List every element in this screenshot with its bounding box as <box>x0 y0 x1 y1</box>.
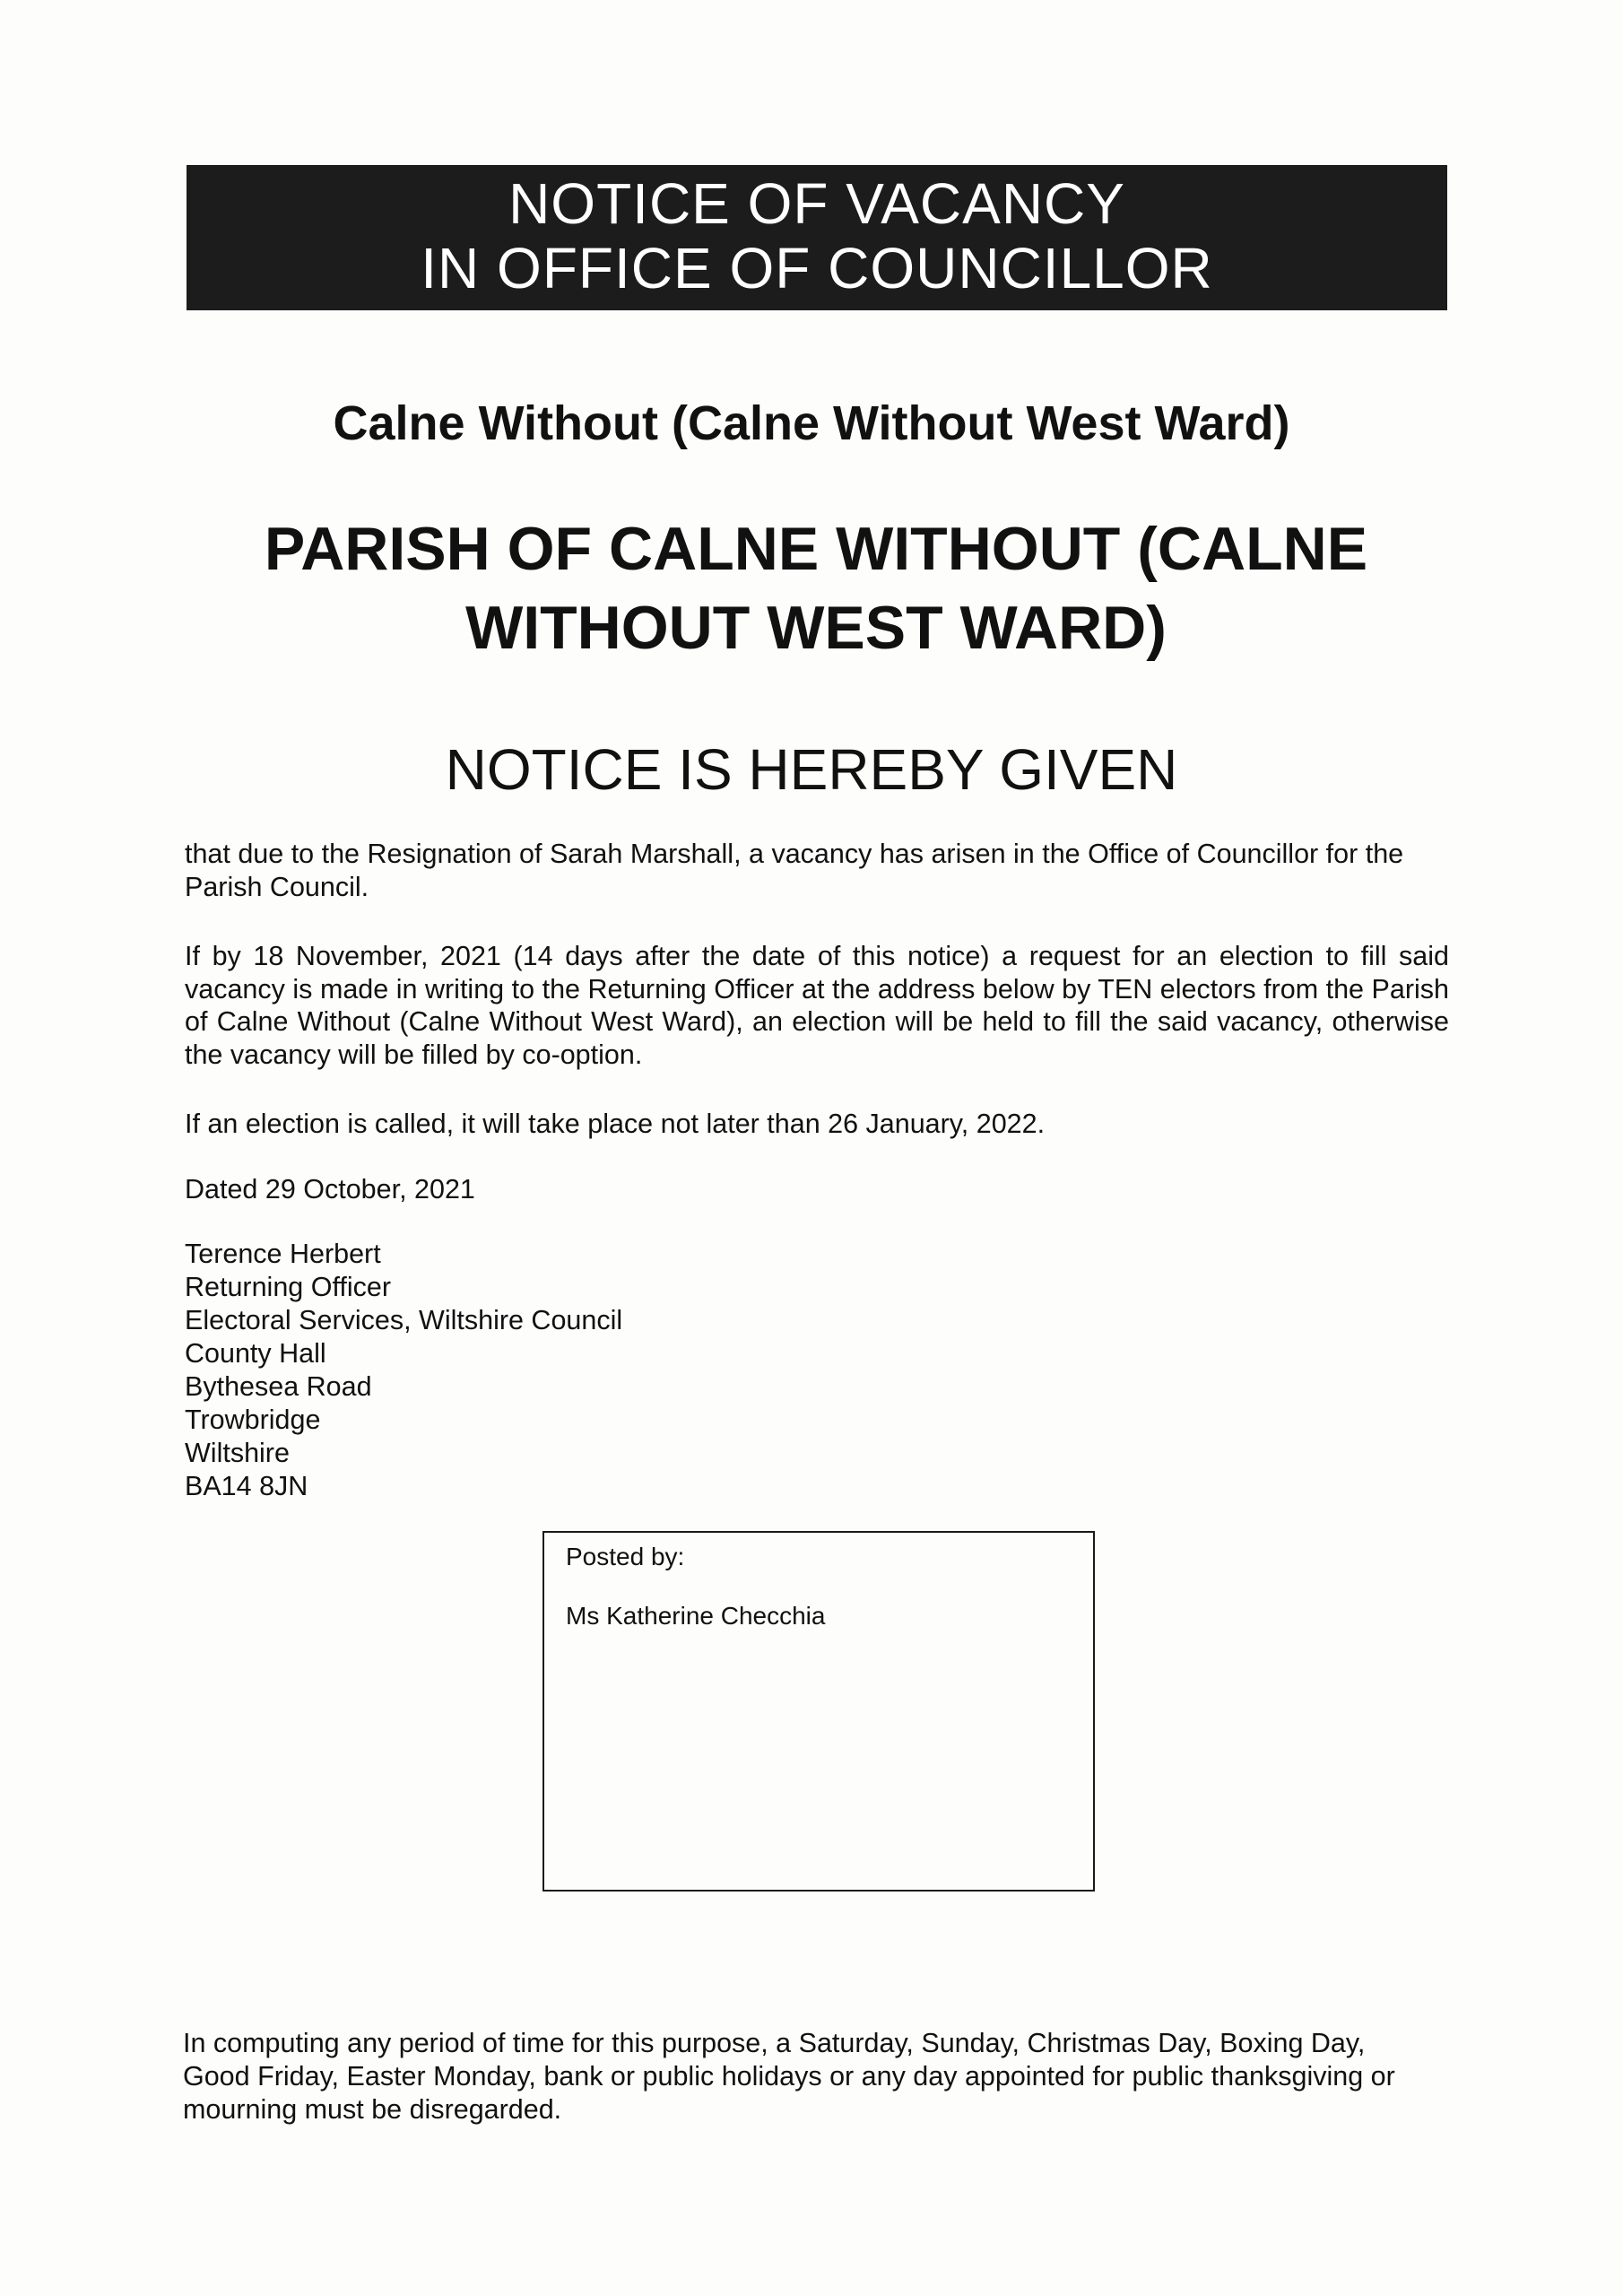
notice-hereby-heading: NOTICE IS HEREBY GIVEN <box>445 737 1178 802</box>
posted-by-name: Ms Katherine Checchia <box>566 1602 826 1630</box>
address-line: Wiltshire <box>185 1438 290 1468</box>
election-date-paragraph: If an election is called, it will take place not later than 26 January, 2022. <box>185 1109 1046 1139</box>
address-line: Trowbridge <box>185 1405 321 1435</box>
banner-line-1: NOTICE OF VACANCY <box>508 171 1125 236</box>
ward-subtitle: Calne Without (Calne Without West Ward) <box>333 396 1290 450</box>
address-line: BA14 8JN <box>185 1471 308 1501</box>
notice-title-banner <box>187 165 1447 310</box>
posted-by-box <box>542 1531 1095 1892</box>
parish-heading <box>179 509 1453 667</box>
banner-line-2: IN OFFICE OF COUNCILLOR <box>421 236 1213 300</box>
address-line: County Hall <box>185 1338 326 1369</box>
vacancy-paragraph: that due to the Resignation of Sarah Marshall, a vacancy has arisen in the Office of Councillor for the Parish Council. <box>185 839 1404 902</box>
election-request-paragraph: If by 18 November, 2021 (14 days after the date of this notice) a request for an election to fill said vacancy is made in writing to the Returning Officer at the address below by TEN electors from the Parish of Calne Without (Calne Without West Ward), an election will be held to fill the said vacancy, otherwise the vacancy will be filled by co-option. <box>185 941 1449 1070</box>
parish-heading-line-1: PARISH OF CALNE WITHOUT (CALNE <box>264 515 1368 583</box>
parish-heading-line-2: WITHOUT WEST WARD) <box>465 594 1167 662</box>
address-line: Electoral Services, Wiltshire Council <box>185 1305 623 1335</box>
address-line: Terence Herbert <box>185 1239 381 1269</box>
address-line: Bythesea Road <box>185 1371 372 1402</box>
computing-period-footnote: In computing any period of time for this purpose, a Saturday, Sunday, Christmas Day, Boxing Day, Good Friday, Easter Monday, bank or public holidays or any day appointed for public thanksgiving or mourning must be disregarded. <box>183 2028 1395 2125</box>
returning-officer-address <box>185 1238 622 1503</box>
address-line: Returning Officer <box>185 1272 391 1302</box>
dated-line: Dated 29 October, 2021 <box>185 1174 475 1205</box>
posted-by-label: Posted by: <box>566 1543 685 1570</box>
